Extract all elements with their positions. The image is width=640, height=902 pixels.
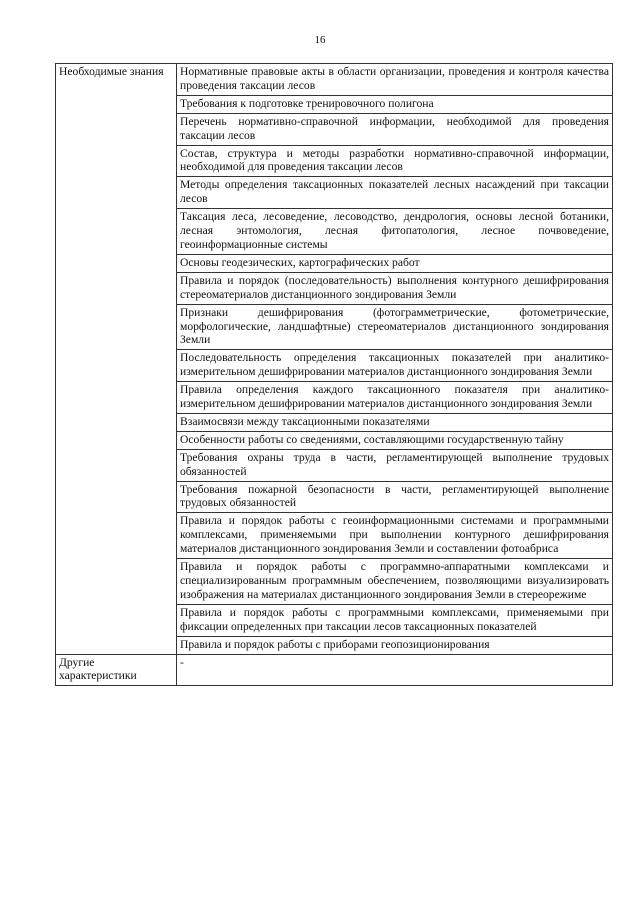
requirements-table-body [56,64,613,686]
requirement-item: Особенности работы со сведениями, составляющими государственную тайну [177,431,613,449]
requirement-item: Признаки дешифрирования (фотограмметрические, фотометрические, морфологические, ландшафтные) стереоматериалов дистанционного зондирования Земли [177,304,613,350]
requirement-item: Состав, структура и методы разработки нормативно-справочной информации, необходимой для проведения таксации лесов [177,145,613,177]
requirement-item: Требования охраны труда в части, регламентирующей выполнение трудовых обязанностей [177,449,613,481]
requirement-item: Требования пожарной безопасности в части, регламентирующей выполнение трудовых обязанностей [177,481,613,513]
requirement-item: Перечень нормативно-справочной информации, необходимой для проведения таксации лесов [177,113,613,145]
requirement-item: Правила и порядок работы с программными комплексами, применяемыми при фиксации определенных при таксации лесов таксационных показателей [177,604,613,636]
requirement-item: Методы определения таксационных показателей лесных насаждений при таксации лесов [177,177,613,209]
requirement-item: Взаимосвязи между таксационными показателями [177,413,613,431]
requirement-item: Правила определения каждого таксационного показателя при аналитико-измерительном дешифрировании материалов дистанционного зондирования Земли [177,382,613,414]
requirement-item: Правила и порядок (последовательность) выполнения контурного дешифрирования стереоматериалов дистанционного зондирования Земли [177,272,613,304]
requirement-item: Таксация леса, лесоведение, лесоводство, дендрология, основы лесной ботаники, лесная энтомология, лесная фитопатология, лесное почвоведение, геоинформационные системы [177,209,613,255]
requirement-item: Правила и порядок работы с программно-аппаратными комплексами и специализированным программным обеспечением, позволяющими визуализировать изображения на материалах дистанционного зондирования Земли в стереорежиме [177,559,613,605]
requirements-table [55,63,613,686]
section-label: Необходимые знания [56,64,177,655]
requirement-item: - [177,654,613,686]
table-row [56,64,613,96]
section-label: Другие характеристики [56,654,177,686]
requirement-item: Последовательность определения таксационных показателей при аналитико-измерительном дешифрировании материалов дистанционного зондирования Земли [177,350,613,382]
requirement-item: Правила и порядок работы с приборами геопозиционирования [177,636,613,654]
requirement-item: Требования к подготовке тренировочного полигона [177,95,613,113]
table-row [56,654,613,686]
requirement-item: Основы геодезических, картографических работ [177,254,613,272]
requirement-item: Нормативные правовые акты в области организации, проведения и контроля качества проведения таксации лесов [177,64,613,96]
requirement-item: Правила и порядок работы с геоинформационными системами и программными комплексами, применяемыми при выполнении контурного дешифрирования материалов дистанционного зондирования Земли и составлении фотоабриса [177,513,613,559]
page-number: 16 [314,34,326,46]
